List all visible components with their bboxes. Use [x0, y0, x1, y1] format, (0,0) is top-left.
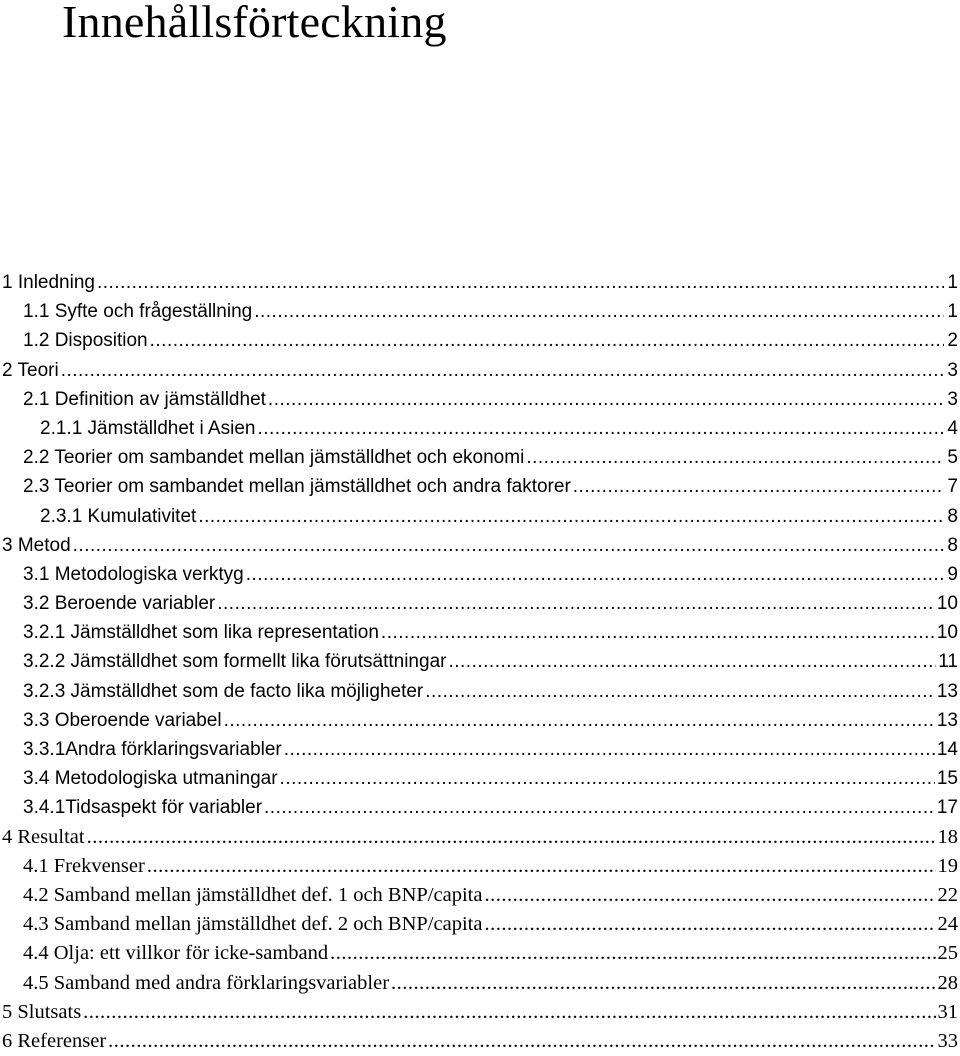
toc-entry[interactable] [0, 618, 960, 647]
toc-entry[interactable] [0, 998, 960, 1027]
toc-dot-leader [217, 589, 935, 618]
toc-entry[interactable] [0, 735, 960, 764]
toc-entry[interactable] [0, 969, 960, 998]
toc-dot-leader [224, 706, 935, 735]
toc-page-number: 14 [937, 735, 960, 764]
toc-entry[interactable] [0, 764, 960, 793]
toc-entry[interactable] [0, 589, 960, 618]
toc-entry-title: 3.2.2 Jämställdhet som formellt lika förutsättningar [23, 647, 446, 676]
toc-entry-title: 3.2.1 Jämställdhet som lika representation [23, 618, 379, 647]
toc-page-number: 3 [946, 356, 960, 385]
toc-page-number: 4 [946, 414, 960, 443]
toc-entry-title: 3.2.3 Jämställdhet som de facto lika möjligheter [23, 677, 423, 706]
toc-entry[interactable] [0, 297, 960, 326]
toc-dot-leader [425, 677, 935, 706]
toc-entry-title: 3.3.1Andra förklaringsvariabler [23, 735, 282, 764]
toc-page-number: 3 [946, 385, 960, 414]
toc-entry[interactable] [0, 502, 960, 531]
toc-entry-title: 1.1 Syfte och frågeställning [23, 297, 252, 326]
toc-entry[interactable] [0, 560, 960, 589]
toc-dot-leader [484, 881, 935, 910]
toc-entry[interactable] [0, 414, 960, 443]
toc-entry[interactable] [0, 385, 960, 414]
toc-page-number: 33 [938, 1027, 960, 1056]
toc-entry-title: 6 Referenser [2, 1027, 106, 1056]
toc-dot-leader [108, 1027, 935, 1056]
toc-dot-leader [198, 502, 944, 531]
toc-dot-leader [257, 414, 944, 443]
toc-page-number: 8 [946, 502, 960, 531]
toc-entry[interactable] [0, 472, 960, 501]
toc-page-number: 13 [937, 677, 960, 706]
toc-dot-leader [254, 297, 944, 326]
toc-dot-leader [284, 735, 935, 764]
toc-page-number: 8 [946, 531, 960, 560]
toc-entry-title: 1 Inledning [2, 268, 95, 297]
toc-page-number: 24 [938, 910, 960, 939]
toc-entry-title: 2 Teori [2, 356, 59, 385]
toc-page-number: 28 [938, 969, 960, 998]
toc-entry[interactable] [0, 356, 960, 385]
toc-entry[interactable] [0, 647, 960, 676]
toc-entry[interactable] [0, 852, 960, 881]
toc-entry-title: 4.3 Samband mellan jämställdhet def. 2 och BNP/capita [23, 910, 482, 939]
toc-dot-leader [147, 852, 936, 881]
toc-entry[interactable] [0, 910, 960, 939]
toc-dot-leader [83, 998, 935, 1027]
toc-entry-title: 4.1 Frekvenser [23, 852, 145, 881]
toc-page-number: 10 [937, 589, 960, 618]
toc-dot-leader [87, 823, 936, 852]
toc-dot-leader [280, 764, 935, 793]
toc-entry[interactable] [0, 881, 960, 910]
toc-entry[interactable] [0, 443, 960, 472]
toc-dot-leader [150, 326, 944, 355]
toc-page-number: 15 [937, 764, 960, 793]
toc-entry-title: 2.2 Teorier om sambandet mellan jämställdhet och ekonomi [23, 443, 524, 472]
toc-entry[interactable] [0, 706, 960, 735]
toc-entry[interactable] [0, 677, 960, 706]
toc-entry[interactable] [0, 823, 960, 852]
toc-dot-leader [526, 443, 944, 472]
toc-page-number: 1 [946, 268, 960, 297]
toc-page-number: 25 [938, 939, 960, 968]
toc-entry[interactable] [0, 939, 960, 968]
toc-page-number: 13 [937, 706, 960, 735]
toc-dot-leader [97, 268, 944, 297]
toc-entry-title: 3.3 Oberoende variabel [23, 706, 222, 735]
toc-entry-title: 4 Resultat [2, 823, 85, 852]
toc-page-number: 2 [946, 326, 960, 355]
toc-entry-title: 2.3 Teorier om sambandet mellan jämställdhet och andra faktorer [23, 472, 571, 501]
toc-entry-title: 3.2 Beroende variabler [23, 589, 215, 618]
toc-entry[interactable] [0, 326, 960, 355]
toc-entry-title: 3.4.1Tidsaspekt för variabler [23, 793, 262, 822]
toc-dot-leader [484, 910, 935, 939]
toc-entry-title: 3 Metod [2, 531, 71, 560]
toc-dot-leader [73, 531, 944, 560]
toc-entry-title: 4.2 Samband mellan jämställdhet def. 1 och BNP/capita [23, 881, 482, 910]
toc-entry-title: 4.4 Olja: ett villkor för icke-samband [23, 939, 328, 968]
toc-dot-leader [61, 356, 944, 385]
toc-dot-leader [391, 969, 935, 998]
toc-dot-leader [268, 385, 944, 414]
toc-entry-title: 2.1.1 Jämställdhet i Asien [40, 414, 255, 443]
toc-page-number: 19 [938, 852, 960, 881]
toc-entry-title: 2.3.1 Kumulativitet [40, 502, 196, 531]
toc-entry-title: 1.2 Disposition [23, 326, 148, 355]
toc-page-number: 31 [938, 998, 960, 1027]
toc-page-number: 17 [937, 793, 960, 822]
page-title: Innehållsförteckning [62, 0, 447, 52]
toc-entry-title: 2.1 Definition av jämställdhet [23, 385, 266, 414]
toc-page-number: 10 [937, 618, 960, 647]
toc-dot-leader [573, 472, 944, 501]
toc-entry[interactable] [0, 268, 960, 297]
toc-dot-leader [330, 939, 935, 968]
toc-entry-title: 3.4 Metodologiska utmaningar [23, 764, 278, 793]
toc-page-number: 9 [946, 560, 960, 589]
toc-page-number: 5 [946, 443, 960, 472]
toc-entry-title: 5 Slutsats [2, 998, 81, 1027]
toc-page-number: 18 [938, 823, 960, 852]
table-of-contents [0, 268, 960, 1056]
toc-dot-leader [381, 618, 935, 647]
toc-dot-leader [448, 647, 936, 676]
toc-page-number: 7 [946, 472, 960, 501]
toc-entry[interactable] [0, 1027, 960, 1056]
toc-page-number: 11 [938, 647, 960, 676]
toc-entry-title: 4.5 Samband med andra förklaringsvariabler [23, 969, 389, 998]
toc-dot-leader [264, 793, 935, 822]
toc-page-number: 22 [938, 881, 960, 910]
toc-entry[interactable] [0, 531, 960, 560]
toc-dot-leader [246, 560, 944, 589]
toc-entry-title: 3.1 Metodologiska verktyg [23, 560, 244, 589]
toc-entry[interactable] [0, 793, 960, 822]
toc-page-number: 1 [946, 297, 960, 326]
